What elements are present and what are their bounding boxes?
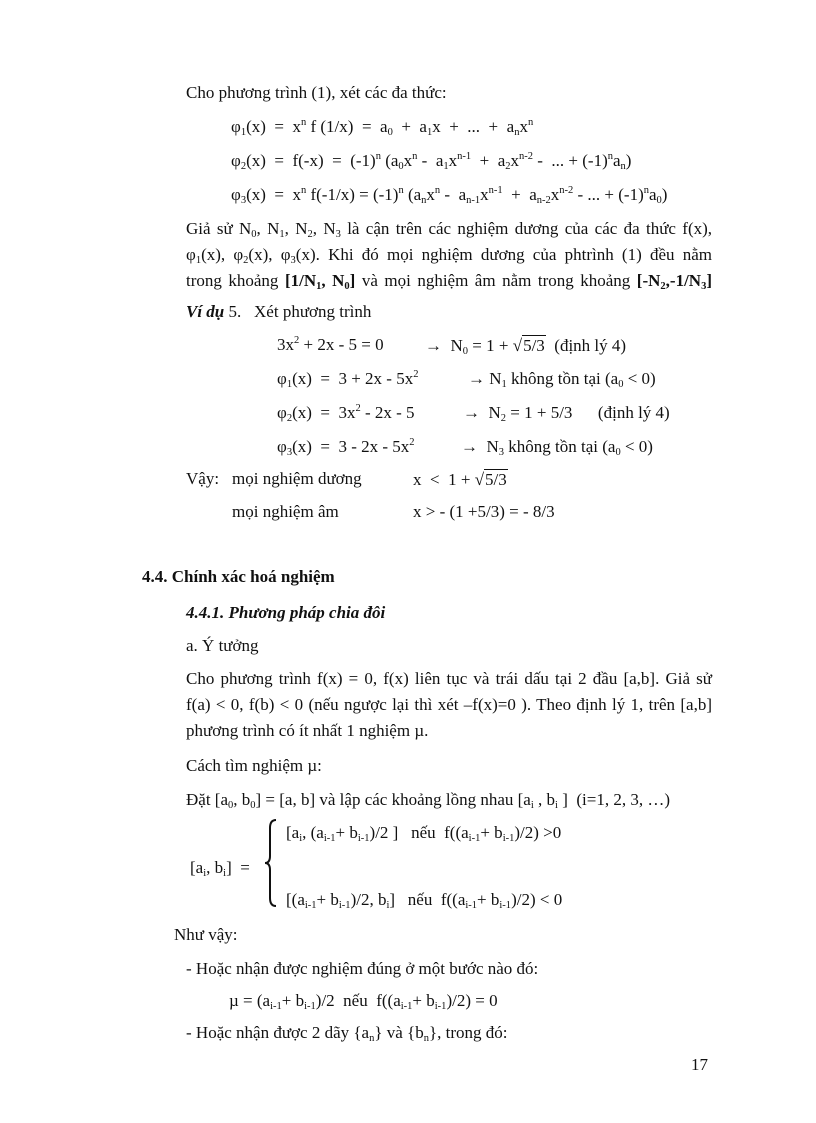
conclusion-positive-text: mọi nghiệm dương bbox=[232, 469, 362, 488]
example-eq1-right: → $N_0 = 1 + √5/3$ (định lý 4) bbox=[425, 336, 627, 357]
poly-phi3: $\varphi_3(x) = x^n$ $f(-1/x) = (-1)^n$ ($a_nx^n - a_{n-1}x^{n-1} + a_{n-2}x^{n-2}$ - ... + $(-1)^na_0$) bbox=[231, 185, 668, 206]
para2-line2: f(a) < 0, f(b) < 0 (nếu ngược lại thì xét –f(x)=0 ). Theo định lý 1, trên [a,b] bbox=[186, 695, 712, 714]
bullet-2: - Hoặc nhận được 2 dãy $\{a_n\}$ và $\{b_n\}$, trong đó: bbox=[186, 1023, 508, 1044]
page-number: 17 bbox=[691, 1055, 708, 1074]
para1-line3: trong khoảng [$1/N_1$, $N_0$] và mọi nghiệm âm nằm trong khoảng $[-N_2,-1/N_3]$ bbox=[186, 271, 712, 292]
subsection-heading: 4.4.1. Phương pháp chia đôi bbox=[186, 603, 386, 622]
conclusion-negative-text: mọi nghiệm âm bbox=[232, 502, 339, 521]
para1-line2: $\varphi_1(x)$, $\varphi_2(x)$, $\varphi_3(x)$. Khi đó mọi nghiệm dương của phtrình (1) đều nằm bbox=[186, 245, 712, 266]
piecewise-case1: [$a_i$, $(a_{i-1}+ b_{i-1})/2$ ] nếu $f((a_{i-1}+ b_{i-1})/2) >0$ bbox=[286, 823, 562, 844]
conclusion-label: Vậy: bbox=[186, 469, 220, 488]
section-heading: 4.4. Chính xác hoá nghiệm bbox=[142, 567, 335, 586]
example-eq4-right: → $N_3$ không tồn tại $(a_0 < 0)$ bbox=[461, 437, 653, 458]
example-eq3-left: $\varphi_2(x) = 3x^2 - 2x - 5$ bbox=[277, 403, 415, 424]
para1-line1: Giả sử $N_0$, $N_1$, $N_2$, $N_3$ là cận trên các nghiệm dương của các đa thức f(x), bbox=[186, 219, 713, 240]
para2-line1: Cho phương trình f(x) = 0, f(x) liên tục và trái dấu tại 2 đầu [a,b]. Giả sử bbox=[186, 669, 712, 688]
piecewise-case2: [$(a_{i-1}+ b_{i-1})/2$, $b_i$] nếu $f((a_{i-1}+ b_{i-1})/2) < 0$ bbox=[286, 890, 563, 911]
example-eq1-left: $3x^2 + 2x - 5 = 0$ bbox=[277, 335, 384, 354]
intro-text: Cho phương trình (1), xét các đa thức: bbox=[186, 83, 447, 102]
piecewise-lhs: [$a_i$, $b_i$] = bbox=[190, 858, 250, 879]
bullet-1: - Hoặc nhận được nghiệm đúng ở một bước nào đó: bbox=[186, 959, 539, 978]
left-brace-icon bbox=[262, 818, 280, 908]
idea-label: a. Ý tưởng bbox=[186, 636, 259, 655]
example-eq3-right: → $N_2 = 1 + 5/3$ (định lý 4) bbox=[463, 403, 670, 424]
poly-phi1: $\varphi_1(x) = x^n$ f $(1/x) = a_0 + a_1x$ + ... + $a_nx^n$ bbox=[231, 117, 534, 138]
find-root-text: Cách tìm nghiệm µ: bbox=[186, 756, 322, 775]
conclusion-positive-expr: x < 1 + √5/3 bbox=[413, 470, 507, 489]
example-eq2-right: → $N_1$ không tồn tại $(a_0 < 0)$ bbox=[468, 369, 656, 390]
so-text: Như vậy: bbox=[174, 925, 238, 944]
example-eq4-left: $\varphi_3(x) = 3 - 2x - 5x^2$ bbox=[277, 437, 415, 458]
example-label: Ví dụ bbox=[186, 302, 225, 321]
example-heading: Ví dụ 5. Xét phương trình bbox=[186, 302, 372, 321]
para2-line3: phương trình có ít nhất 1 nghiệm µ. bbox=[186, 721, 429, 740]
example-eq2-left: $\varphi_1(x) = 3 + 2x - 5x^2$ bbox=[277, 369, 419, 390]
mu-equation: $\mu = (a_{i-1}+ b_{i-1})/2$ nếu $f((a_{i-1}+ b_{i-1})/2) = 0$ bbox=[229, 991, 498, 1012]
conclusion-negative-expr: x > - (1 +5/3) = - 8/3 bbox=[413, 502, 555, 521]
set-line: Đặt [$a_0$, $b_0] = [a$, b] và lập các khoảng lồng nhau [$a_i$ , $b_i$ ] (i=1, 2, 3, …) bbox=[186, 790, 670, 811]
poly-phi2: $\varphi_2(x) = f(-x) = (-1)^n$ ($a_0x^n - a_1x^{n-1} + a_2x^{n-2}$ - ... + $(-1)^na_n$) bbox=[231, 151, 632, 172]
